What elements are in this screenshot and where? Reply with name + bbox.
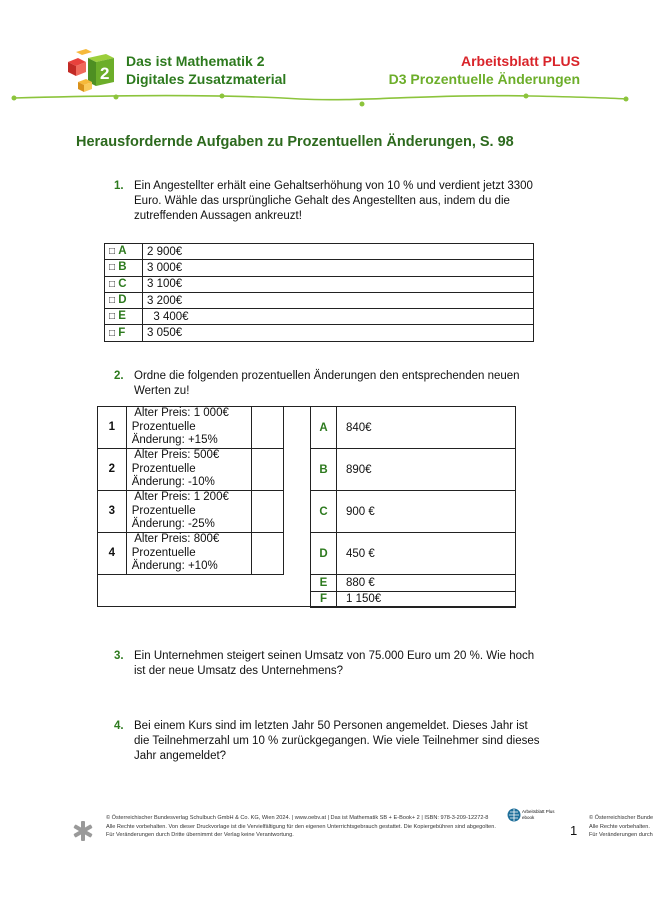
item-description (126, 491, 252, 533)
task-number: 2. (114, 370, 124, 382)
matching-right-row (311, 449, 516, 491)
option-row (105, 292, 534, 308)
option-value: 3 200€ (143, 292, 534, 308)
option-checkbox-cell[interactable] (105, 292, 143, 308)
matching-right-row (311, 491, 516, 533)
matching-right-row (311, 591, 516, 608)
footer-line: © Österreichischer Bundesverlag Schulbuch GmbH & Co. KG, Wien 2024. | www.oebv.at | Das ist Mathematik SB + E-Book+ 2 | ISBN: 978-3-209-12272-8 (106, 815, 489, 821)
item-number: 2 (98, 449, 127, 491)
item-description-line: Alter Preis: 1 200€ (131, 491, 229, 504)
item-description-line: Prozentuelle (131, 420, 196, 433)
footer-line: Alle Rechte vorbehalten. Von dieser Druckvorlage ist die Vervielfältigung für den eigenen Unterrichtsgebrauch gestattet. Die Kopiergebühren sind abgegolten. (106, 823, 496, 830)
task-number: 1. (114, 180, 124, 192)
task-text: Ein Unternehmen steigert seinen Umsatz von 75.000 Euro um 20 %. Wie hoch ist der neue Umsatz des Unternehmens? (134, 650, 535, 677)
value-amount: 890€ (337, 449, 516, 491)
publisher-asterisk-icon (72, 820, 94, 842)
header-series (126, 52, 286, 88)
option-checkbox-cell[interactable] (105, 244, 143, 260)
option-row (105, 260, 534, 276)
task-4 (114, 719, 544, 764)
header-divider-vine (0, 88, 640, 110)
option-checkbox-cell[interactable] (105, 325, 143, 341)
item-description-line: Änderung: +10% (131, 560, 218, 573)
page-number: 1 (570, 823, 578, 838)
task-number: 3. (114, 650, 124, 662)
task-2-matching-table (97, 406, 516, 607)
matching-right-column (310, 406, 516, 608)
item-description-line: Prozentuelle (131, 504, 196, 517)
value-letter: D (311, 533, 337, 575)
option-value: 3 050€ (143, 325, 534, 341)
matching-left-column (97, 406, 284, 575)
answer-blank[interactable] (252, 407, 284, 449)
option-value: 3 400€ (143, 309, 534, 325)
checkbox-icon[interactable]: □ (109, 295, 116, 307)
option-letter: B (118, 261, 127, 274)
checkbox-icon[interactable]: □ (109, 246, 116, 258)
svg-text:2: 2 (100, 64, 110, 83)
option-letter: E (118, 310, 126, 323)
task-text: Ein Angestellter erhält eine Gehaltserhöhung von 10 % und verdient jetzt 3300 Euro. Wähle das ursprüngliche Gehalt des Angestellten aus, indem du die zutreffenden Aussagen ankreuzt! (134, 180, 533, 222)
footer-line: © Österreichischer Bunde (589, 815, 653, 821)
item-number: 4 (98, 533, 127, 575)
matching-right-row (311, 407, 516, 449)
task-3 (114, 649, 544, 679)
task-text: Bei einem Kurs sind im letzten Jahr 50 Personen angemeldet. Dieses Jahr ist die Teilnehmerzahl um 10 % zurückgegangen. Wie viele Teilnehmer sind dieses Jahr angemeldet? (134, 720, 540, 762)
option-row (105, 244, 534, 260)
task-1-options-table (104, 243, 534, 342)
value-letter: C (311, 491, 337, 533)
item-description (126, 407, 252, 449)
item-number: 3 (98, 491, 127, 533)
footer-copyright-cutoff (589, 814, 653, 840)
item-description-line: Alter Preis: 500€ (131, 449, 220, 462)
task-1 (114, 179, 544, 224)
item-description-line: Änderung: -25% (131, 518, 215, 531)
value-letter: B (311, 449, 337, 491)
item-description-line: Prozentuelle (131, 462, 196, 475)
option-letter: A (118, 245, 127, 258)
footer-copyright (106, 814, 496, 840)
option-value: 2 900€ (143, 244, 534, 260)
value-letter: A (311, 407, 337, 449)
checkbox-icon[interactable]: □ (109, 278, 116, 290)
option-checkbox-cell[interactable] (105, 276, 143, 292)
item-description-line: Alter Preis: 800€ (131, 533, 220, 546)
footer-line: Für Veränderungen durch Dritte übernimmt der Verlag keine Verantwortung. (106, 832, 294, 838)
matching-right-row (311, 533, 516, 575)
item-number: 1 (98, 407, 127, 449)
item-description-line: Änderung: -10% (131, 476, 215, 489)
value-amount: 900 € (337, 491, 516, 533)
worksheet-badge: Arbeitsblatt PLUS (460, 53, 580, 69)
option-checkbox-cell[interactable] (105, 260, 143, 276)
header-worksheet (389, 52, 580, 88)
worksheet-topic: D3 Prozentuelle Änderungen (388, 71, 580, 87)
answer-blank[interactable] (252, 491, 284, 533)
item-description (126, 449, 252, 491)
page-title: Herausfordernde Aufgaben zu Prozentuellen Änderungen, S. 98 (76, 134, 514, 150)
option-letter: C (118, 277, 127, 290)
series-title: Das ist Mathematik 2 (126, 53, 265, 69)
matching-left-row (98, 491, 284, 533)
option-value: 3 000€ (143, 260, 534, 276)
checkbox-icon[interactable]: □ (109, 262, 116, 274)
value-letter: F (311, 591, 337, 608)
series-subtitle: Digitales Zusatzmaterial (126, 71, 287, 87)
matching-left-row (98, 449, 284, 491)
checkbox-icon[interactable]: □ (109, 311, 116, 323)
ebook-label-line: Arbeitsblatt Plus (522, 809, 555, 814)
value-amount: 450 € (337, 533, 516, 575)
ebook-label (522, 809, 555, 821)
task-text: Ordne die folgenden prozentuellen Änderungen den entsprechenden neuen Werten zu! (134, 370, 520, 397)
item-description-line: Prozentuelle (131, 546, 196, 559)
answer-blank[interactable] (252, 533, 284, 575)
matching-right-row (311, 575, 516, 592)
option-row (105, 276, 534, 292)
option-letter: F (118, 326, 126, 339)
option-letter: D (118, 294, 127, 307)
footer-line: Alle Rechte vorbehalten. (589, 823, 650, 830)
option-value: 3 100€ (143, 276, 534, 292)
value-amount: 880 € (337, 575, 516, 592)
matching-left-row (98, 407, 284, 449)
option-row (105, 309, 534, 325)
checkbox-icon[interactable]: □ (109, 327, 116, 339)
matching-left-row (98, 533, 284, 575)
value-amount: 840€ (337, 407, 516, 449)
option-row (105, 325, 534, 341)
item-description-line: Änderung: +15% (131, 434, 218, 447)
item-description-line: Alter Preis: 1 000€ (131, 407, 229, 420)
answer-blank[interactable] (252, 449, 284, 491)
task-2 (114, 369, 544, 399)
item-description (126, 533, 252, 575)
option-checkbox-cell[interactable] (105, 309, 143, 325)
value-letter: E (311, 575, 337, 592)
ebook-label-line: ebook (522, 815, 535, 820)
value-amount: 1 150€ (337, 591, 516, 608)
task-number: 4. (114, 720, 124, 732)
footer-line: Für Veränderungen durch (589, 832, 653, 838)
